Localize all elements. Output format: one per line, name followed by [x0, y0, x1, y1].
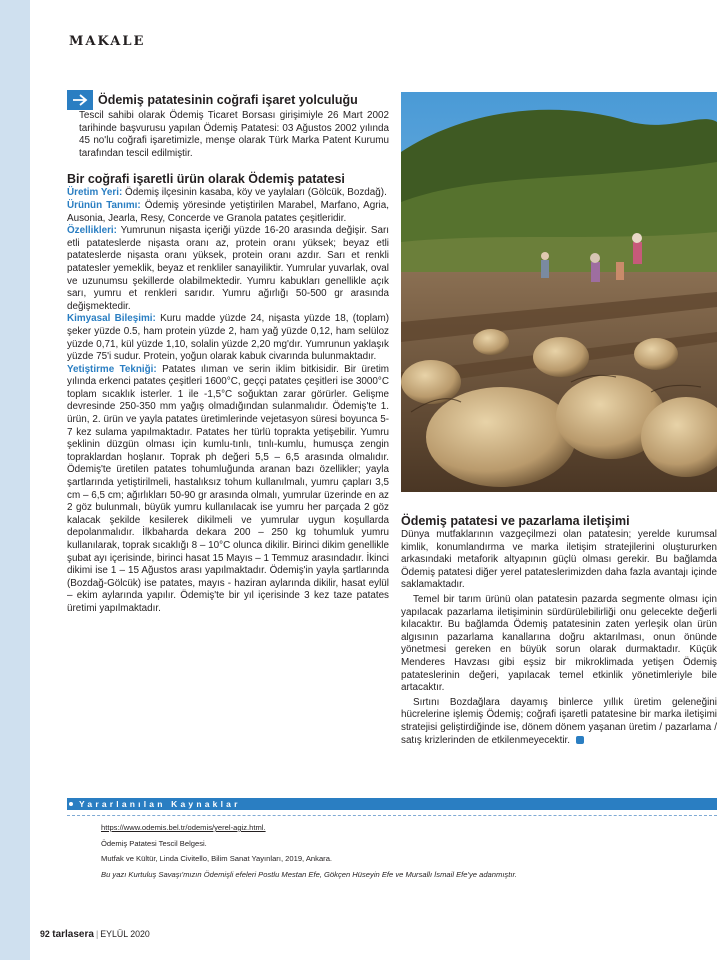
square-end-icon	[576, 736, 584, 744]
marketing-paragraph-1: Dünya mutfaklarının vazgeçilmezi olan patatesin; yerelde kurumsal kimlik, konumlandırma ve marka iletişim stratejilerini oluştururken arkasındaki metaforik altyapının güçlü olması gerekir. Bu bağlamda Ödemiş patatesi diğer yerel patateslerimizden daha fazla avantajı içinde saklamaktadır.	[401, 529, 717, 591]
chemical-composition-label: Kimyasal Bileşimi:	[67, 313, 156, 325]
growing-technique-label: Yetiştirme Tekniği:	[67, 363, 157, 375]
references-list	[101, 820, 681, 882]
production-place	[67, 187, 389, 200]
production-place-text: Ödemiş ilçesinin kasaba, köy ve yaylaları (Gölcük, Bozdağ).	[122, 187, 387, 199]
page-footer	[40, 929, 150, 940]
growing-technique	[67, 364, 389, 616]
marketing-paragraph-3	[401, 697, 717, 747]
reference-link[interactable]: https://www.odemis.bel.tr/odemis/yerel-agiz.html.	[101, 823, 266, 832]
product-definition-text: Ödemiş yöresinde yetiştirilen Marabel, Marfano, Agria, Ausonia, Jearla, Resy, Concerde ve Granola patates çeşitleridir.	[67, 199, 389, 224]
section-label: MAKALE	[69, 34, 146, 49]
production-place-label: Üretim Yeri:	[67, 187, 123, 199]
marketing-heading: Ödemiş patatesi ve pazarlama iletişimi	[401, 514, 630, 528]
properties-label: Özellikleri:	[67, 225, 117, 237]
heading-text: Ödemiş patatesinin coğrafi işaret yolculuğu	[98, 92, 358, 107]
marketing-paragraph-3-text: Sırtını Bozdağlara dayamış binlerce yıllık üretim geleneğini hücrelerine işlemiş Ödemiş; coğrafi işaretli patatesine bir marka iletişimi stratejisi geliştirdiğinde ise, dönem dönem yaşanan üretim / pazarlama / satış krizlerinden de etkilenmeyecektir.	[401, 696, 717, 746]
right-column	[401, 514, 717, 747]
references-title: Yararlanılan Kaynaklar	[79, 799, 241, 809]
left-column	[67, 90, 389, 616]
intro-paragraph: Tescil sahibi olarak Ödemiş Ticaret Borsası girişimiyle 26 Mart 2002 tarihinde başvurusu yapılan Ödemiş Patatesi: 03 Ağustos 2002 yılında 45 no'lu coğrafi işaretimizle, menşe olarak Türk Marka Patent Kurumu tarafından tescil edilmiştir.	[79, 110, 389, 159]
subheading: Bir coğrafi işaretli ürün olarak Ödemiş patatesi	[67, 172, 345, 187]
page-number: 92	[40, 929, 50, 939]
reference-item: Ödemiş Patatesi Tescil Belgesi.	[101, 838, 207, 848]
issue-date: EYLÜL 2020	[100, 929, 150, 939]
arrow-right-icon	[67, 90, 93, 110]
reference-item: Mutfak ve Kültür, Linda Civitello, Bilim Sanat Yayınları, 2019, Ankara.	[101, 854, 333, 863]
references-divider	[67, 815, 717, 816]
properties-text: Yumrunun nişasta içeriği yüzde 16-20 arasında değişir. Sarı etli patateslerde nişasta oranı az, protein oranı yüksek; beyaz etli patateslerde nişasta oranı yüksek, protein oranı azdır. Sarı et renkli patatesler yemeklik, beyaz et renkliler sanayiliktir. Yumrular yuvarlak, oval ve uzunumsu şekillerde olabilmektedir. Yumru kabukları genellikle açık sarı, yumru et renkleri sarıdır. Yumru ağırlığı 50-500 gr arasında değişmektedir.	[67, 225, 389, 312]
marketing-paragraph-2: Temel bir tarım ürünü olan patatesin pazarda segmente olması için yapılacak pazarlama iletişiminin sürdürülebilirliği onu gelecekte değerli kılacaktır. Bu bağlamda Ödemiş patatesinin zaten yerleşik olan ürün algısının pazarlama kanallarına doğru aktarılması, onun önünde yönetmesi gereken en büyük sorun olarak durmaktadır. Küçük Menderes Havzası gibi eşsiz bir mikroklimada yetişen Ödemiş patateslerinin değeri, yapılacak temel etkinlik yönetimleriyle bile artacaktır.	[401, 593, 717, 694]
article-heading	[67, 90, 389, 110]
footer-separator: |	[95, 929, 99, 939]
dedication-note: Bu yazı Kurtuluş Savaşı'mızın Ödemişli efeleri Postlu Mestan Efe, Gökçen Hüseyin Efe ve Mursallı İsmail Efe'ye adanmıştır.	[101, 869, 517, 879]
side-color-strip	[0, 0, 30, 960]
chemical-composition-text: Kuru madde yüzde 24, nişasta yüzde 18, (toplam) şeker yüzde 0.5, ham protein yüzde 2, ham yağ yüzde 0,12, ham selüloz yüzde 0,71, kül yüzde 1,10, solalin yüzde 2,20 mg'dır. Yumrunun yaklaşık yüzde 75'i sudur. Protein, yoğun olarak kabuk civarında bulunmaktadır.	[67, 313, 389, 363]
product-definition	[67, 200, 389, 225]
magazine-name: tarlasera	[52, 929, 94, 940]
potato-field-photo	[401, 92, 717, 492]
growing-technique-text: Patates ılıman ve serin iklim bitkisidir. Bir üretim yılında erkenci patates çeşitleri 1600°C, geççi patates çeşitleri ise 3000°C toplam sıcaklık isterler. 1 ile -1,5°C soğuktan zarar görürler. Gelişme devresinde 250-350 mm yağış olmadığından sulanmalıdır. Ödemiş'te 1. ürün, 2. ürün ve yayla patates üretimlerinde vejetasyon süresi boyunca 5-7 kez sulama yapılmaktadır. Patates her türlü toprakta yetişebilir. Yumru şeklinin düzgün olması için kumlu-tınlı, tınlı-kumlu, humusça zengin topraklardan hoşlanır. Toprak ph değeri 5,5 – 6,5 arasında olmalıdır. Ödemiş'te üretilen patates tohumluğunda aranan bazı özellikler; yayla şartlarında yetiştirilmeli, hastalıksız tohum kullanılmalı, yumru çapları 3,5 cm – 6,5 cm; ağırlıkları 50-90 gr arasında olmalı, yumrular üzerinde en az 2 göz bulunmalı, büyük yumru kullanılacak ise yumru her parçada 2 göz kalacak şekilde kesilerek dikilmeli ve yumrular uygun koşullarda depolanmalıdır. İlkbaharda dekara 200 – 250 kg tohumluk yumru kullanılarak, toprak sıcaklığı 8 – 10°C olunca dikilir. Birinci dikim genellikle şubat ayı içerisinde, birinci hasat 15 Mayıs – 1 Temmuz arasındadır. İkinci dikimi ise 1 – 15 Ağustos arası yapılmaktadır. Ödemiş'in yayla şartlarında (Bozdağ-Gölcük) ise patates, mayıs - haziran aylarında dikilir, hasat eylül – ekim aylarında yapılır. Ödemiş'te bir yıl içerisinde 3 kez taze patates üretimi yapılmaktadır.	[67, 363, 390, 614]
dot-icon	[69, 802, 73, 806]
chemical-composition	[67, 313, 389, 363]
properties	[67, 225, 389, 313]
product-definition-label: Ürünün Tanımı:	[67, 199, 141, 211]
